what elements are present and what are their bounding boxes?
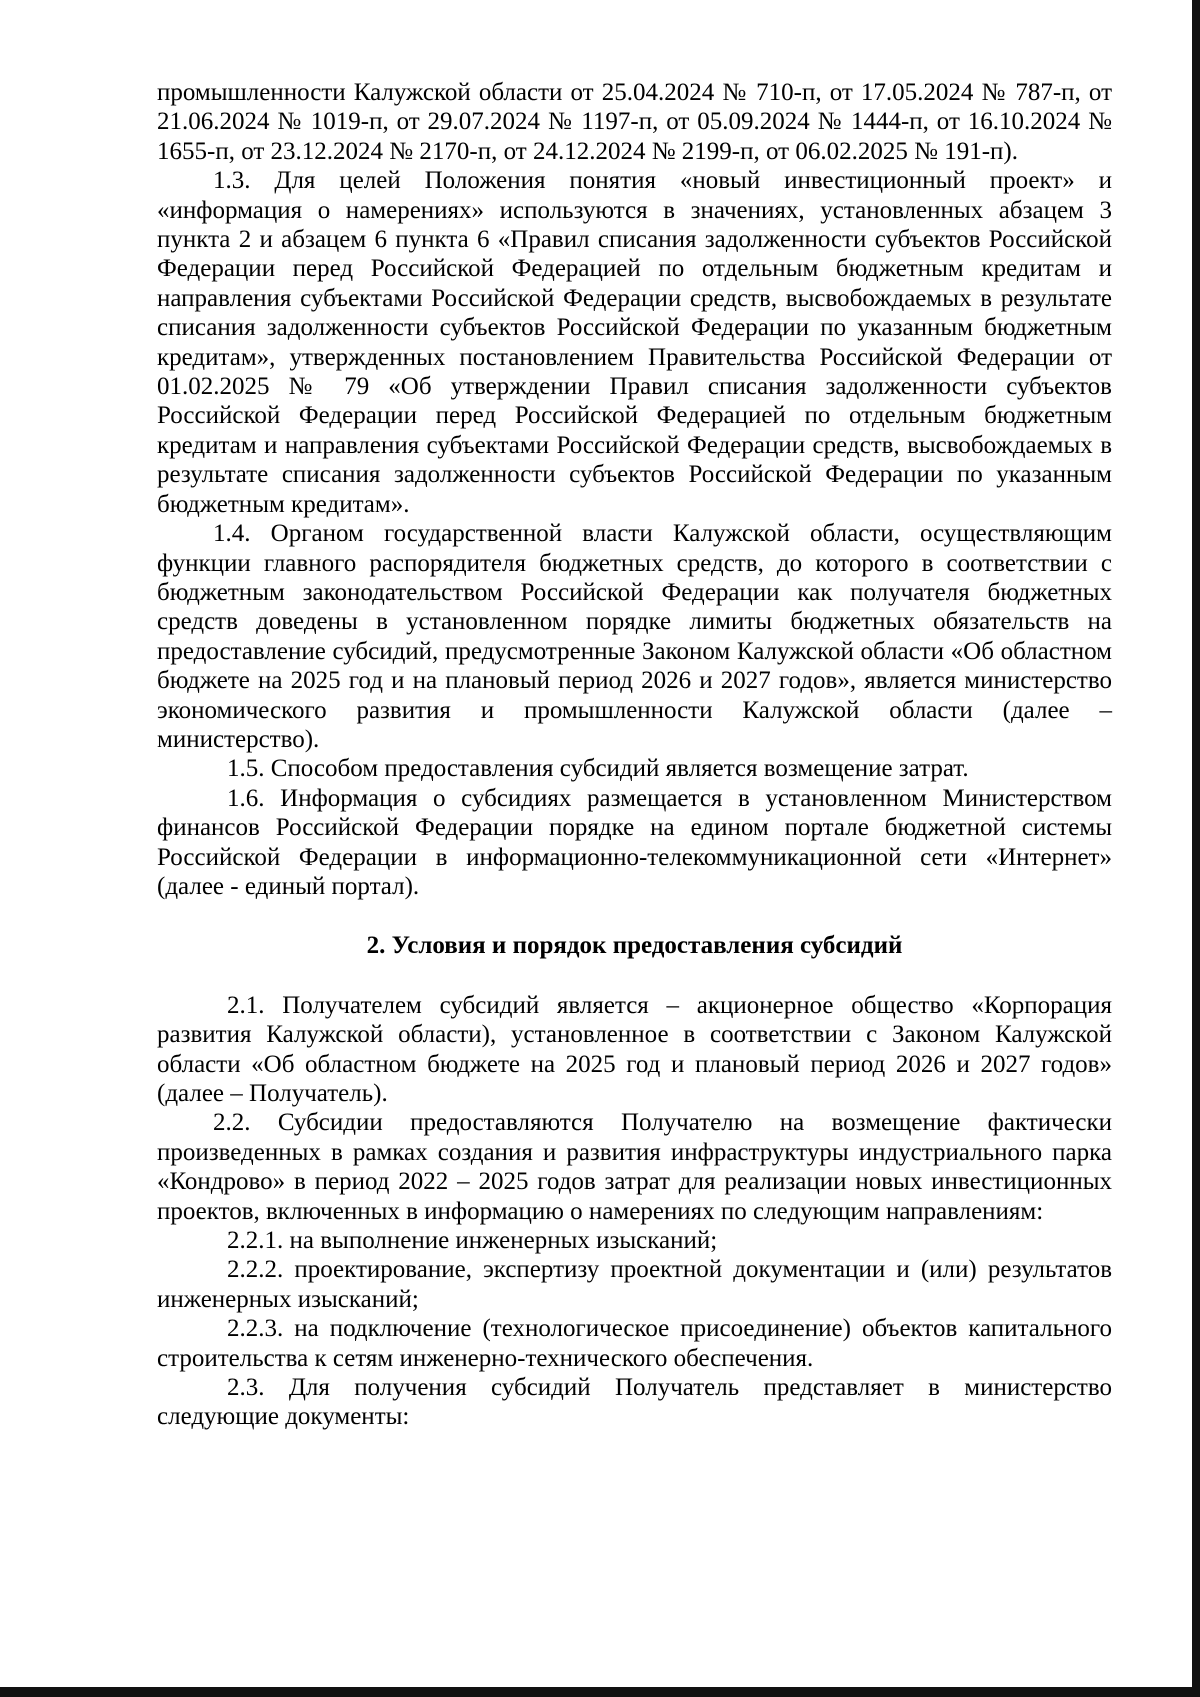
paragraph-continuation: промышленности Калужской области от 25.04.2024 № 710-п, от 17.05.2024 № 787-п, от 21.06.2024 № 1019-п, от 29.07.2024 № 1197-п, от 05.09.2024 № 1444-п, от 16.10.2024 № 1655-п, от 23.12.2024 № 2170-п, от 24.12.2024 № 2199-п, от 06.02.2025 № 191-п). [157, 79, 1112, 165]
scan-edge-bottom [0, 1687, 1200, 1697]
paragraph-1-6: 1.6. Информация о субсидиях размещается в установленном Министерством финансов Российской Федерации порядке на едином портале бюджетной системы Российской Федерации в информационно-телекоммуникационной сети «Интернет» (далее - единый портал). [157, 784, 1112, 900]
scan-edge-right [1192, 0, 1200, 1697]
paragraph-1-4: 1.4. Органом государственной власти Калужской области, осуществляющим функции главного распорядителя бюджетных средств, до которого в соответствии с бюджетным законодательством Российской Федерации как получателя бюджетных средств доведены в установленном порядке лимиты бюджетных обязательств на предоставление субсидий, предусмотренные Законом Калужской области «Об областном бюджете на 2025 год и на плановый период 2026 и 2027 годов», является министерство экономического развития и промышленности Калужской области (далее – министерство). [157, 520, 1112, 753]
document-body [157, 78, 1112, 1432]
paragraph-2-2: 2.2. Субсидии предоставляются Получателю на возмещение фактически произведенных в рамках создания и развития инфраструктуры индустриального парка «Кондрово» в период 2022 – 2025 годов затрат для реализации новых инвестиционных проектов, включенных в информацию о намерениях по следующим направлениям: [157, 1109, 1112, 1225]
paragraph-1-5: 1.5. Способом предоставления субсидий является возмещение затрат. [227, 755, 969, 783]
paragraph-2-1: 2.1. Получателем субсидий является – акционерное общество «Корпорация развития Калужской области), установленное в соответствии с Законом Калужской области «Об областном бюджете на 2025 год и плановый период 2026 и 2027 годов» (далее – Получатель). [157, 991, 1112, 1107]
paragraph-2-3: 2.3. Для получения субсидий Получатель представляет в министерство следующие документы: [157, 1374, 1112, 1431]
paragraph-1-3: 1.3. Для целей Положения понятия «новый инвестиционный проект» и «информация о намерениях» используются в значениях, установленных абзацем 3 пункта 2 и абзацем 6 пункта 6 «Правил списания задолженности субъектов Российской Федерации перед Российской Федерацией по отдельным бюджетным кредитам и направления субъектами Российской Федерации средств, высвобождаемых в результате списания задолженности субъектов Российской Федерации по указанным бюджетным кредитам», утвержденных постановлением Правительства Российской Федерации от 01.02.2025 № 79 «Об утверждении Правил списания задолженности субъектов Российской Федерации перед Российской Федерацией по отдельным бюджетным кредитам и направления субъектами Российской Федерации средств, высвобождаемых в результате списания задолженности субъектов Российской Федерации по указанным бюджетным кредитам». [157, 167, 1112, 518]
paragraph-2-2-1: 2.2.1. на выполнение инженерных изысканий; [227, 1227, 718, 1255]
section-heading: 2. Условия и порядок предоставления субсидий [366, 932, 903, 960]
paragraph-2-2-2: 2.2.2. проектирование, экспертизу проектной документации и (или) результатов инженерных изысканий; [157, 1256, 1112, 1313]
paragraph-2-2-3: 2.2.3. на подключение (технологическое присоединение) объектов капитального строительства к сетям инженерно-технического обеспечения. [157, 1315, 1112, 1372]
